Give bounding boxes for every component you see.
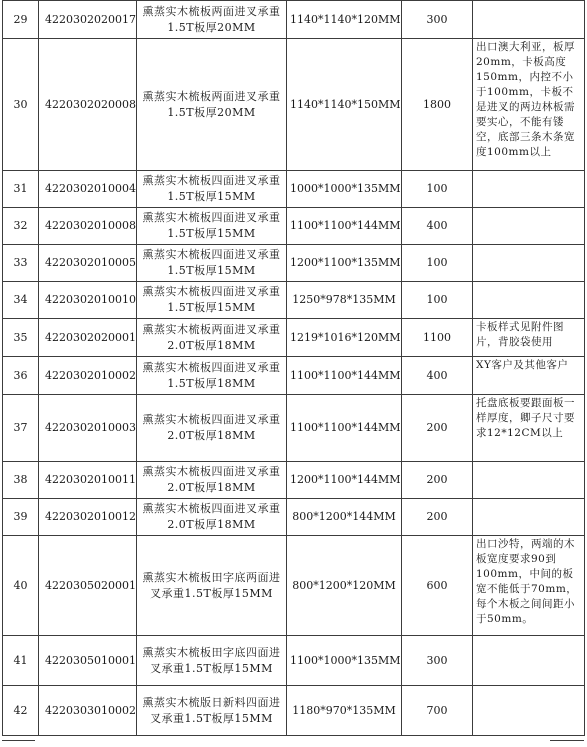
item-description: 熏蒸实木梳板两面进叉承重1.5T板厚20MM xyxy=(137,1,287,39)
item-size: 1250*978*135MM xyxy=(287,282,402,319)
table-row xyxy=(3,357,585,395)
row-number: 30 xyxy=(3,39,39,171)
item-remark: 卡板样式见附件图片，背胶袋使用 xyxy=(473,319,585,357)
item-size: 1200*1100*135MM xyxy=(287,245,402,282)
table-row xyxy=(3,282,585,319)
item-size: 1219*1016*120MM xyxy=(287,319,402,357)
table-row xyxy=(3,245,585,282)
item-code: 4220302010005 xyxy=(39,245,137,282)
row-number: 42 xyxy=(3,686,39,736)
table-row xyxy=(3,536,585,636)
item-quantity: 100 xyxy=(402,245,473,282)
item-description: 熏蒸实木梳板两面进叉承重2.0T板厚18MM xyxy=(137,319,287,357)
row-number: 33 xyxy=(3,245,39,282)
item-quantity: 1800 xyxy=(402,39,473,171)
row-number: 32 xyxy=(3,208,39,245)
item-size: 800*1200*144MM xyxy=(287,499,402,536)
row-number: 41 xyxy=(3,636,39,686)
row-number: 40 xyxy=(3,536,39,636)
item-code: 4220302020008 xyxy=(39,39,137,171)
item-description: 熏蒸实木梳板四面进叉承重2.0T板厚18MM xyxy=(137,462,287,499)
row-number: 31 xyxy=(3,171,39,208)
item-code: 4220302010008 xyxy=(39,208,137,245)
item-quantity: 300 xyxy=(402,1,473,39)
item-size: 800*1200*120MM xyxy=(287,536,402,636)
item-size: 1100*1100*144MM xyxy=(287,208,402,245)
page-bottom-rule xyxy=(2,740,35,741)
item-description: 熏蒸实木梳板田字底两面进叉承重1.5T板厚15MM xyxy=(137,536,287,636)
table-row xyxy=(3,319,585,357)
row-number: 36 xyxy=(3,357,39,395)
row-number: 29 xyxy=(3,1,39,39)
table-row xyxy=(3,686,585,736)
item-remark: XY客户及其他客户 xyxy=(473,357,585,395)
item-remark: 出口澳大利亚，板厚20mm，卡板高度150mm，内控不小于100mm，卡板不是进叉的两边林板需要实心，不能有镂空，底部三条木条宽度100mm以上 xyxy=(473,39,585,171)
table-row xyxy=(3,462,585,499)
item-quantity: 100 xyxy=(402,171,473,208)
table-body xyxy=(3,1,585,736)
item-remark xyxy=(473,686,585,736)
item-size: 1200*1100*144MM xyxy=(287,462,402,499)
table-row xyxy=(3,636,585,686)
item-code: 4220305010001 xyxy=(39,636,137,686)
item-description: 熏蒸实木梳板四面进叉承重1.5T板厚15MM xyxy=(137,208,287,245)
item-quantity: 700 xyxy=(402,686,473,736)
item-code: 4220302010004 xyxy=(39,171,137,208)
page-bottom-rule xyxy=(550,740,584,741)
item-code: 4220302020017 xyxy=(39,1,137,39)
table-row xyxy=(3,208,585,245)
item-remark xyxy=(473,171,585,208)
item-size: 1180*970*135MM xyxy=(287,686,402,736)
item-quantity: 400 xyxy=(402,357,473,395)
item-quantity: 300 xyxy=(402,636,473,686)
item-remark xyxy=(473,1,585,39)
row-number: 38 xyxy=(3,462,39,499)
item-code: 4220302010003 xyxy=(39,395,137,462)
item-description: 熏蒸实木梳板四面进叉承重2.0T板厚18MM xyxy=(137,499,287,536)
item-description: 熏蒸实木梳板四面进叉承重1.5T板厚15MM xyxy=(137,245,287,282)
item-quantity: 1100 xyxy=(402,319,473,357)
item-remark xyxy=(473,636,585,686)
item-size: 1100*1100*144MM xyxy=(287,357,402,395)
item-quantity: 100 xyxy=(402,282,473,319)
item-size: 1140*1140*150MM xyxy=(287,39,402,171)
item-description: 熏蒸实木梳板四面进叉承重1.5T板厚15MM xyxy=(137,282,287,319)
item-remark xyxy=(473,245,585,282)
item-description: 熏蒸实木梳板田字底四面进叉承重1.5T板厚15MM xyxy=(137,636,287,686)
item-remark xyxy=(473,499,585,536)
item-remark: 托盘底板要跟面板一样厚度，卿子尺寸要求12*12CM以上 xyxy=(473,395,585,462)
item-description: 熏蒸实木梳板两面进叉承重1.5T板厚20MM xyxy=(137,39,287,171)
pallet-spec-table xyxy=(2,0,585,736)
item-description: 熏蒸实木梳板四面进叉承重2.0T板厚18MM xyxy=(137,395,287,462)
item-quantity: 200 xyxy=(402,395,473,462)
item-description: 熏蒸实木梳板四面进叉承重1.5T板厚15MM xyxy=(137,171,287,208)
item-remark xyxy=(473,462,585,499)
item-code: 4220302010012 xyxy=(39,499,137,536)
item-quantity: 200 xyxy=(402,499,473,536)
item-quantity: 200 xyxy=(402,462,473,499)
row-number: 39 xyxy=(3,499,39,536)
item-code: 4220303010002 xyxy=(39,686,137,736)
item-size: 1100*1100*144MM xyxy=(287,395,402,462)
row-number: 34 xyxy=(3,282,39,319)
item-size: 1100*1000*135MM xyxy=(287,636,402,686)
row-number: 37 xyxy=(3,395,39,462)
table-row xyxy=(3,39,585,171)
item-code: 4220305020001 xyxy=(39,536,137,636)
item-code: 4220302010010 xyxy=(39,282,137,319)
item-size: 1000*1000*135MM xyxy=(287,171,402,208)
table-row xyxy=(3,499,585,536)
table-row xyxy=(3,395,585,462)
item-size: 1140*1140*120MM xyxy=(287,1,402,39)
table-row xyxy=(3,171,585,208)
item-remark xyxy=(473,208,585,245)
item-description: 熏蒸实木梳板四面进叉承重1.5T板厚18MM xyxy=(137,357,287,395)
item-code: 4220302020001 xyxy=(39,319,137,357)
item-code: 4220302010011 xyxy=(39,462,137,499)
table-row xyxy=(3,1,585,39)
item-remark: 出口沙特，两端的木板宽度要求90到100mm，中间的板宽不能低于70mm，每个木板之间间距小于50mm。 xyxy=(473,536,585,636)
item-description: 熏蒸实木梳版日新料四面进叉承重1.5T板厚15MM xyxy=(137,686,287,736)
item-remark xyxy=(473,282,585,319)
item-quantity: 400 xyxy=(402,208,473,245)
item-code: 4220302010002 xyxy=(39,357,137,395)
item-quantity: 600 xyxy=(402,536,473,636)
row-number: 35 xyxy=(3,319,39,357)
